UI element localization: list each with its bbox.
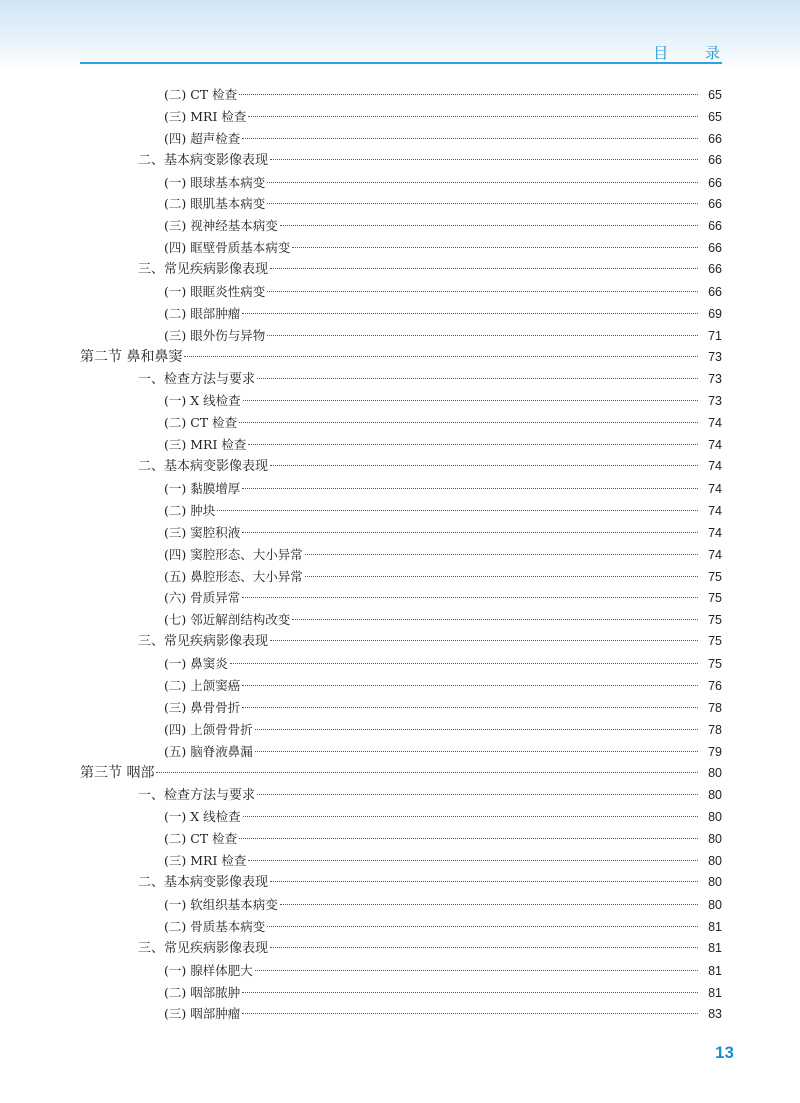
toc-entry-label: (六) 骨质异常	[164, 590, 241, 606]
toc-entry	[80, 1003, 722, 1025]
toc-entry	[80, 609, 722, 631]
toc-entry-page: 75	[708, 634, 722, 649]
toc-entry-page: 75	[708, 569, 722, 584]
toc-entry-label: (四) 窦腔形态、大小异常	[164, 546, 303, 562]
toc-entry-label: (四) 上颌骨骨折	[164, 721, 253, 737]
toc-entry-label: (二) CT 检查	[164, 415, 238, 431]
toc-entry-label: (二) 上颌窦癌	[164, 678, 241, 694]
toc-entry	[80, 872, 722, 894]
dot-leader	[239, 422, 698, 423]
toc-entry-page: 66	[708, 152, 722, 167]
toc-entry-label: 二、基本病变影像表现	[138, 875, 269, 891]
toc-entry-page: 75	[708, 591, 722, 606]
toc-entry-page: 69	[708, 306, 722, 321]
toc-entry	[80, 522, 722, 544]
toc-entry	[80, 894, 722, 916]
dot-leader	[248, 860, 698, 861]
toc-entry-label: (二) 骨质基本病变	[164, 918, 266, 934]
toc-entry-page: 66	[708, 285, 722, 300]
toc-entry-label: (四) 超声检查	[164, 130, 241, 146]
toc-entry-label: (一) 黏膜增厚	[164, 481, 241, 497]
dot-leader	[305, 554, 698, 555]
dot-leader	[270, 268, 698, 269]
toc-entry-page: 78	[708, 722, 722, 737]
toc-entry-label: (一) X 线检查	[164, 809, 241, 825]
dot-leader	[267, 926, 698, 927]
toc-entry-page: 76	[708, 679, 722, 694]
dot-leader	[292, 619, 698, 620]
toc-entry	[80, 215, 722, 237]
toc-entry-page: 81	[708, 985, 722, 1000]
toc-entry-label: 一、检查方法与要求	[138, 371, 256, 387]
toc-entry-label: 第三节 咽部	[80, 764, 155, 781]
toc-entry	[80, 938, 722, 960]
dot-leader	[270, 947, 698, 948]
toc-entry	[80, 303, 722, 325]
toc-entry-label: (五) 鼻腔形态、大小异常	[164, 568, 303, 584]
dot-leader	[217, 510, 698, 511]
toc-entry	[80, 960, 722, 982]
toc-entry-label: (三) MRI 检查	[164, 108, 247, 124]
dot-leader	[230, 663, 698, 664]
toc-entry	[80, 456, 722, 478]
toc-entry-label: 二、基本病变影像表现	[138, 459, 269, 475]
toc-entry-page: 80	[708, 832, 722, 847]
toc-entry-page: 75	[708, 613, 722, 628]
toc-entry-page: 73	[708, 349, 722, 364]
toc-entry-label: 第二节 鼻和鼻窦	[80, 348, 183, 365]
toc-entry-page: 74	[708, 547, 722, 562]
toc-entry-page: 66	[708, 175, 722, 190]
dot-leader	[255, 751, 698, 752]
toc-entry-page: 81	[708, 919, 722, 934]
toc-entry-label: 二、基本病变影像表现	[138, 152, 269, 168]
toc-entry	[80, 675, 722, 697]
toc-entry	[80, 500, 722, 522]
toc-entry	[80, 566, 722, 588]
toc-entry-page: 66	[708, 131, 722, 146]
toc-entry-label: (三) 鼻骨骨折	[164, 699, 241, 715]
dot-leader	[267, 291, 698, 292]
toc-entry-page: 66	[708, 241, 722, 256]
toc-entry-label: (二) 咽部脓肿	[164, 984, 241, 1000]
toc-entry	[80, 412, 722, 434]
toc-entry-label: (一) 软组织基本病变	[164, 896, 278, 912]
toc-entry-page: 73	[708, 371, 722, 386]
toc-entry	[80, 259, 722, 281]
dot-leader	[184, 356, 698, 357]
toc-entry	[80, 806, 722, 828]
toc-entry-page: 78	[708, 700, 722, 715]
toc-entry-page: 80	[708, 765, 722, 780]
toc-entry	[80, 982, 722, 1004]
toc-entry-label: 三、常见疾病影像表现	[138, 940, 269, 956]
toc-entry-page: 80	[708, 810, 722, 825]
toc-entry-page: 74	[708, 503, 722, 518]
toc-entry-page: 83	[708, 1007, 722, 1022]
dot-leader	[239, 94, 698, 95]
toc-entry-label: (一) 腺样体肥大	[164, 962, 253, 978]
toc-entry-page: 71	[708, 328, 722, 343]
toc-entry	[80, 325, 722, 347]
dot-leader	[239, 838, 698, 839]
toc-entry-page: 73	[708, 394, 722, 409]
toc-entry-page: 80	[708, 854, 722, 869]
toc-entry-page: 74	[708, 525, 722, 540]
dot-leader	[242, 685, 698, 686]
toc-entry-label: (一) 眼球基本病变	[164, 174, 266, 190]
toc-entry-label: (七) 邻近解剖结构改变	[164, 612, 291, 628]
toc-entry	[80, 785, 722, 807]
toc-entry	[80, 172, 722, 194]
toc-entry-label: (三) MRI 检查	[164, 437, 247, 453]
dot-leader	[305, 576, 698, 577]
toc-entry-label: (二) CT 检查	[164, 831, 238, 847]
page-number: 13	[715, 1043, 734, 1062]
header-rule	[80, 62, 722, 64]
dot-leader	[270, 159, 698, 160]
toc-entry-page: 66	[708, 219, 722, 234]
toc-entry-label: 一、检查方法与要求	[138, 787, 256, 803]
dot-leader	[248, 116, 698, 117]
toc-entry-page: 79	[708, 744, 722, 759]
toc-entry-label: (二) 眼肌基本病变	[164, 196, 266, 212]
toc-entry-label: 三、常见疾病影像表现	[138, 262, 269, 278]
table-of-contents	[80, 84, 722, 1025]
dot-leader	[270, 465, 698, 466]
toc-entry	[80, 237, 722, 259]
toc-entry-page: 75	[708, 657, 722, 672]
toc-entry-page: 66	[708, 262, 722, 277]
toc-entry	[80, 828, 722, 850]
toc-entry-label: (三) 咽部肿瘤	[164, 1006, 241, 1022]
toc-entry-label: (三) 窦腔积液	[164, 524, 241, 540]
dot-leader	[242, 313, 698, 314]
dot-leader	[280, 904, 698, 905]
dot-leader	[280, 225, 698, 226]
toc-entry-page: 74	[708, 438, 722, 453]
toc-entry	[80, 150, 722, 172]
toc-entry	[80, 84, 722, 106]
toc-entry-label: (三) 视神经基本病变	[164, 218, 278, 234]
dot-leader	[243, 816, 698, 817]
toc-entry-page: 80	[708, 897, 722, 912]
toc-entry	[80, 390, 722, 412]
toc-entry-label: (三) MRI 检查	[164, 853, 247, 869]
toc-entry-label: (二) 肿块	[164, 502, 216, 518]
dot-leader	[248, 444, 698, 445]
dot-leader	[257, 378, 698, 379]
toc-entry	[80, 478, 722, 500]
toc-entry-page: 74	[708, 459, 722, 474]
dot-leader	[257, 794, 698, 795]
dot-leader	[255, 729, 698, 730]
dot-leader	[242, 707, 698, 708]
toc-entry	[80, 850, 722, 872]
dot-leader	[270, 640, 698, 641]
toc-entry-label: (五) 脑脊液鼻漏	[164, 743, 253, 759]
toc-entry	[80, 916, 722, 938]
toc-entry-label: (一) X 线检查	[164, 393, 241, 409]
toc-entry	[80, 631, 722, 653]
toc-entry	[80, 193, 722, 215]
toc-entry	[80, 587, 722, 609]
dot-leader	[292, 247, 698, 248]
toc-entry	[80, 434, 722, 456]
dot-leader	[255, 970, 698, 971]
toc-entry-page: 81	[708, 963, 722, 978]
toc-entry	[80, 347, 722, 369]
toc-entry-page: 80	[708, 787, 722, 802]
dot-leader	[267, 182, 698, 183]
dot-leader	[156, 772, 698, 773]
toc-entry-page: 65	[708, 109, 722, 124]
toc-entry	[80, 653, 722, 675]
dot-leader	[267, 203, 698, 204]
toc-entry	[80, 763, 722, 785]
toc-entry	[80, 128, 722, 150]
toc-entry-label: (一) 鼻窦炎	[164, 656, 228, 672]
dot-leader	[242, 532, 698, 533]
dot-leader	[242, 488, 698, 489]
toc-entry-page: 65	[708, 88, 722, 102]
toc-entry-label: (一) 眼眶炎性病变	[164, 284, 266, 300]
toc-entry-page: 81	[708, 940, 722, 955]
toc-entry-label: (二) CT 检查	[164, 87, 238, 102]
toc-entry-page: 74	[708, 482, 722, 497]
toc-entry-page: 74	[708, 416, 722, 431]
dot-leader	[242, 1013, 698, 1014]
toc-entry	[80, 741, 722, 763]
toc-entry-label: 三、常见疾病影像表现	[138, 634, 269, 650]
toc-entry	[80, 544, 722, 566]
toc-entry-label: (四) 眶壁骨质基本病变	[164, 240, 291, 256]
dot-leader	[243, 400, 698, 401]
toc-entry	[80, 369, 722, 391]
dot-leader	[267, 335, 698, 336]
toc-entry-page: 66	[708, 197, 722, 212]
toc-entry	[80, 719, 722, 741]
dot-leader	[242, 992, 698, 993]
toc-entry	[80, 106, 722, 128]
dot-leader	[242, 138, 698, 139]
toc-entry-label: (三) 眼外伤与异物	[164, 327, 266, 343]
toc-entry-page: 80	[708, 875, 722, 890]
toc-entry	[80, 281, 722, 303]
toc-entry-label: (二) 眼部肿瘤	[164, 305, 241, 321]
running-head: 目 录	[653, 44, 736, 62]
dot-leader	[242, 597, 698, 598]
toc-entry	[80, 697, 722, 719]
dot-leader	[270, 881, 698, 882]
